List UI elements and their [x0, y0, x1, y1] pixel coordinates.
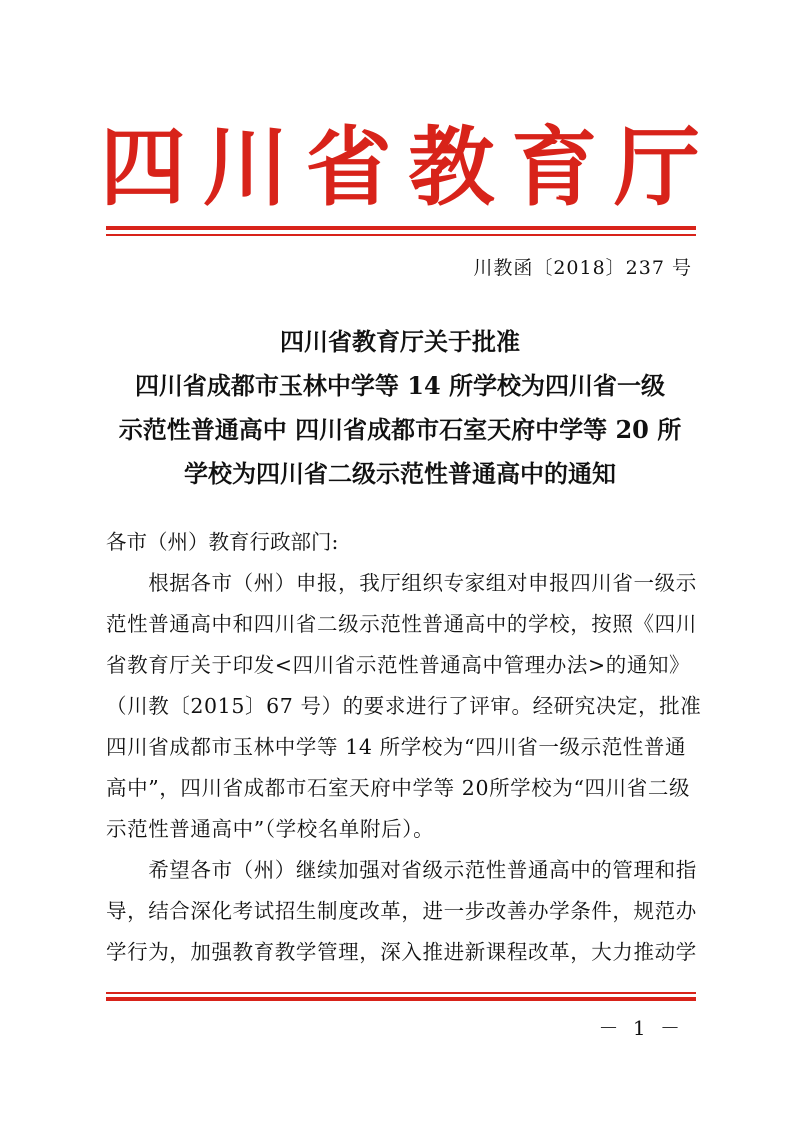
masthead-title	[100, 118, 700, 218]
masthead-char: 省	[305, 117, 392, 218]
header-rule-thin	[106, 234, 696, 236]
body-line: 四川省成都市玉林中学等 14 所学校为“四川省一级示范性普通	[106, 735, 687, 759]
masthead-char: 川	[202, 117, 289, 218]
paragraph-2	[106, 850, 706, 973]
masthead-char: 育	[511, 117, 598, 218]
masthead-char: 厅	[613, 117, 700, 218]
paragraph-1	[106, 563, 706, 850]
masthead-char: 教	[408, 117, 495, 218]
page-number: － 1 －	[598, 1016, 684, 1040]
footer-rule-thick	[106, 997, 696, 1001]
header-rule-thick	[106, 226, 696, 230]
title-line: 示范性普通高中 四川省成都市石室天府中学等 20 所	[118, 415, 682, 444]
body-line: 学行为，加强教育教学管理，深入推进新课程改革，大力推动学	[106, 940, 697, 964]
body-line: 根据各市（州）申报，我厅组织专家组对申报四川省一级示	[106, 571, 697, 595]
body-line: 省教育厅关于印发<四川省示范性普通高中管理办法>的通知》	[106, 653, 691, 677]
title-line: 四川省教育厅关于批准	[280, 327, 520, 356]
footer-rule-thin	[106, 992, 696, 994]
body-line: 范性普通高中和四川省二级示范性普通高中的学校，按照《四川	[106, 612, 697, 636]
masthead-char: 四	[100, 117, 186, 218]
document-body	[106, 522, 706, 973]
title-line: 四川省成都市玉林中学等 14 所学校为四川省一级	[134, 371, 666, 400]
body-line: 高中”，四川省成都市石室天府中学等 20所学校为“四川省二级	[106, 776, 691, 800]
document-number: 川教函〔2018〕237 号	[473, 257, 692, 279]
body-line: 导，结合深化考试招生制度改革，进一步改善办学条件，规范办	[106, 899, 697, 923]
title-line: 学校为四川省二级示范性普通高中的通知	[184, 459, 616, 488]
body-line: 希望各市（州）继续加强对省级示范性普通高中的管理和指	[106, 858, 697, 882]
document-title	[100, 320, 700, 496]
body-line: （川教〔2015〕67 号）的要求进行了评审。经研究决定，批准	[106, 694, 702, 718]
salutation: 各市（州）教育行政部门:	[106, 530, 339, 554]
body-line: 示范性普通高中”（学校名单附后）。	[106, 817, 435, 841]
